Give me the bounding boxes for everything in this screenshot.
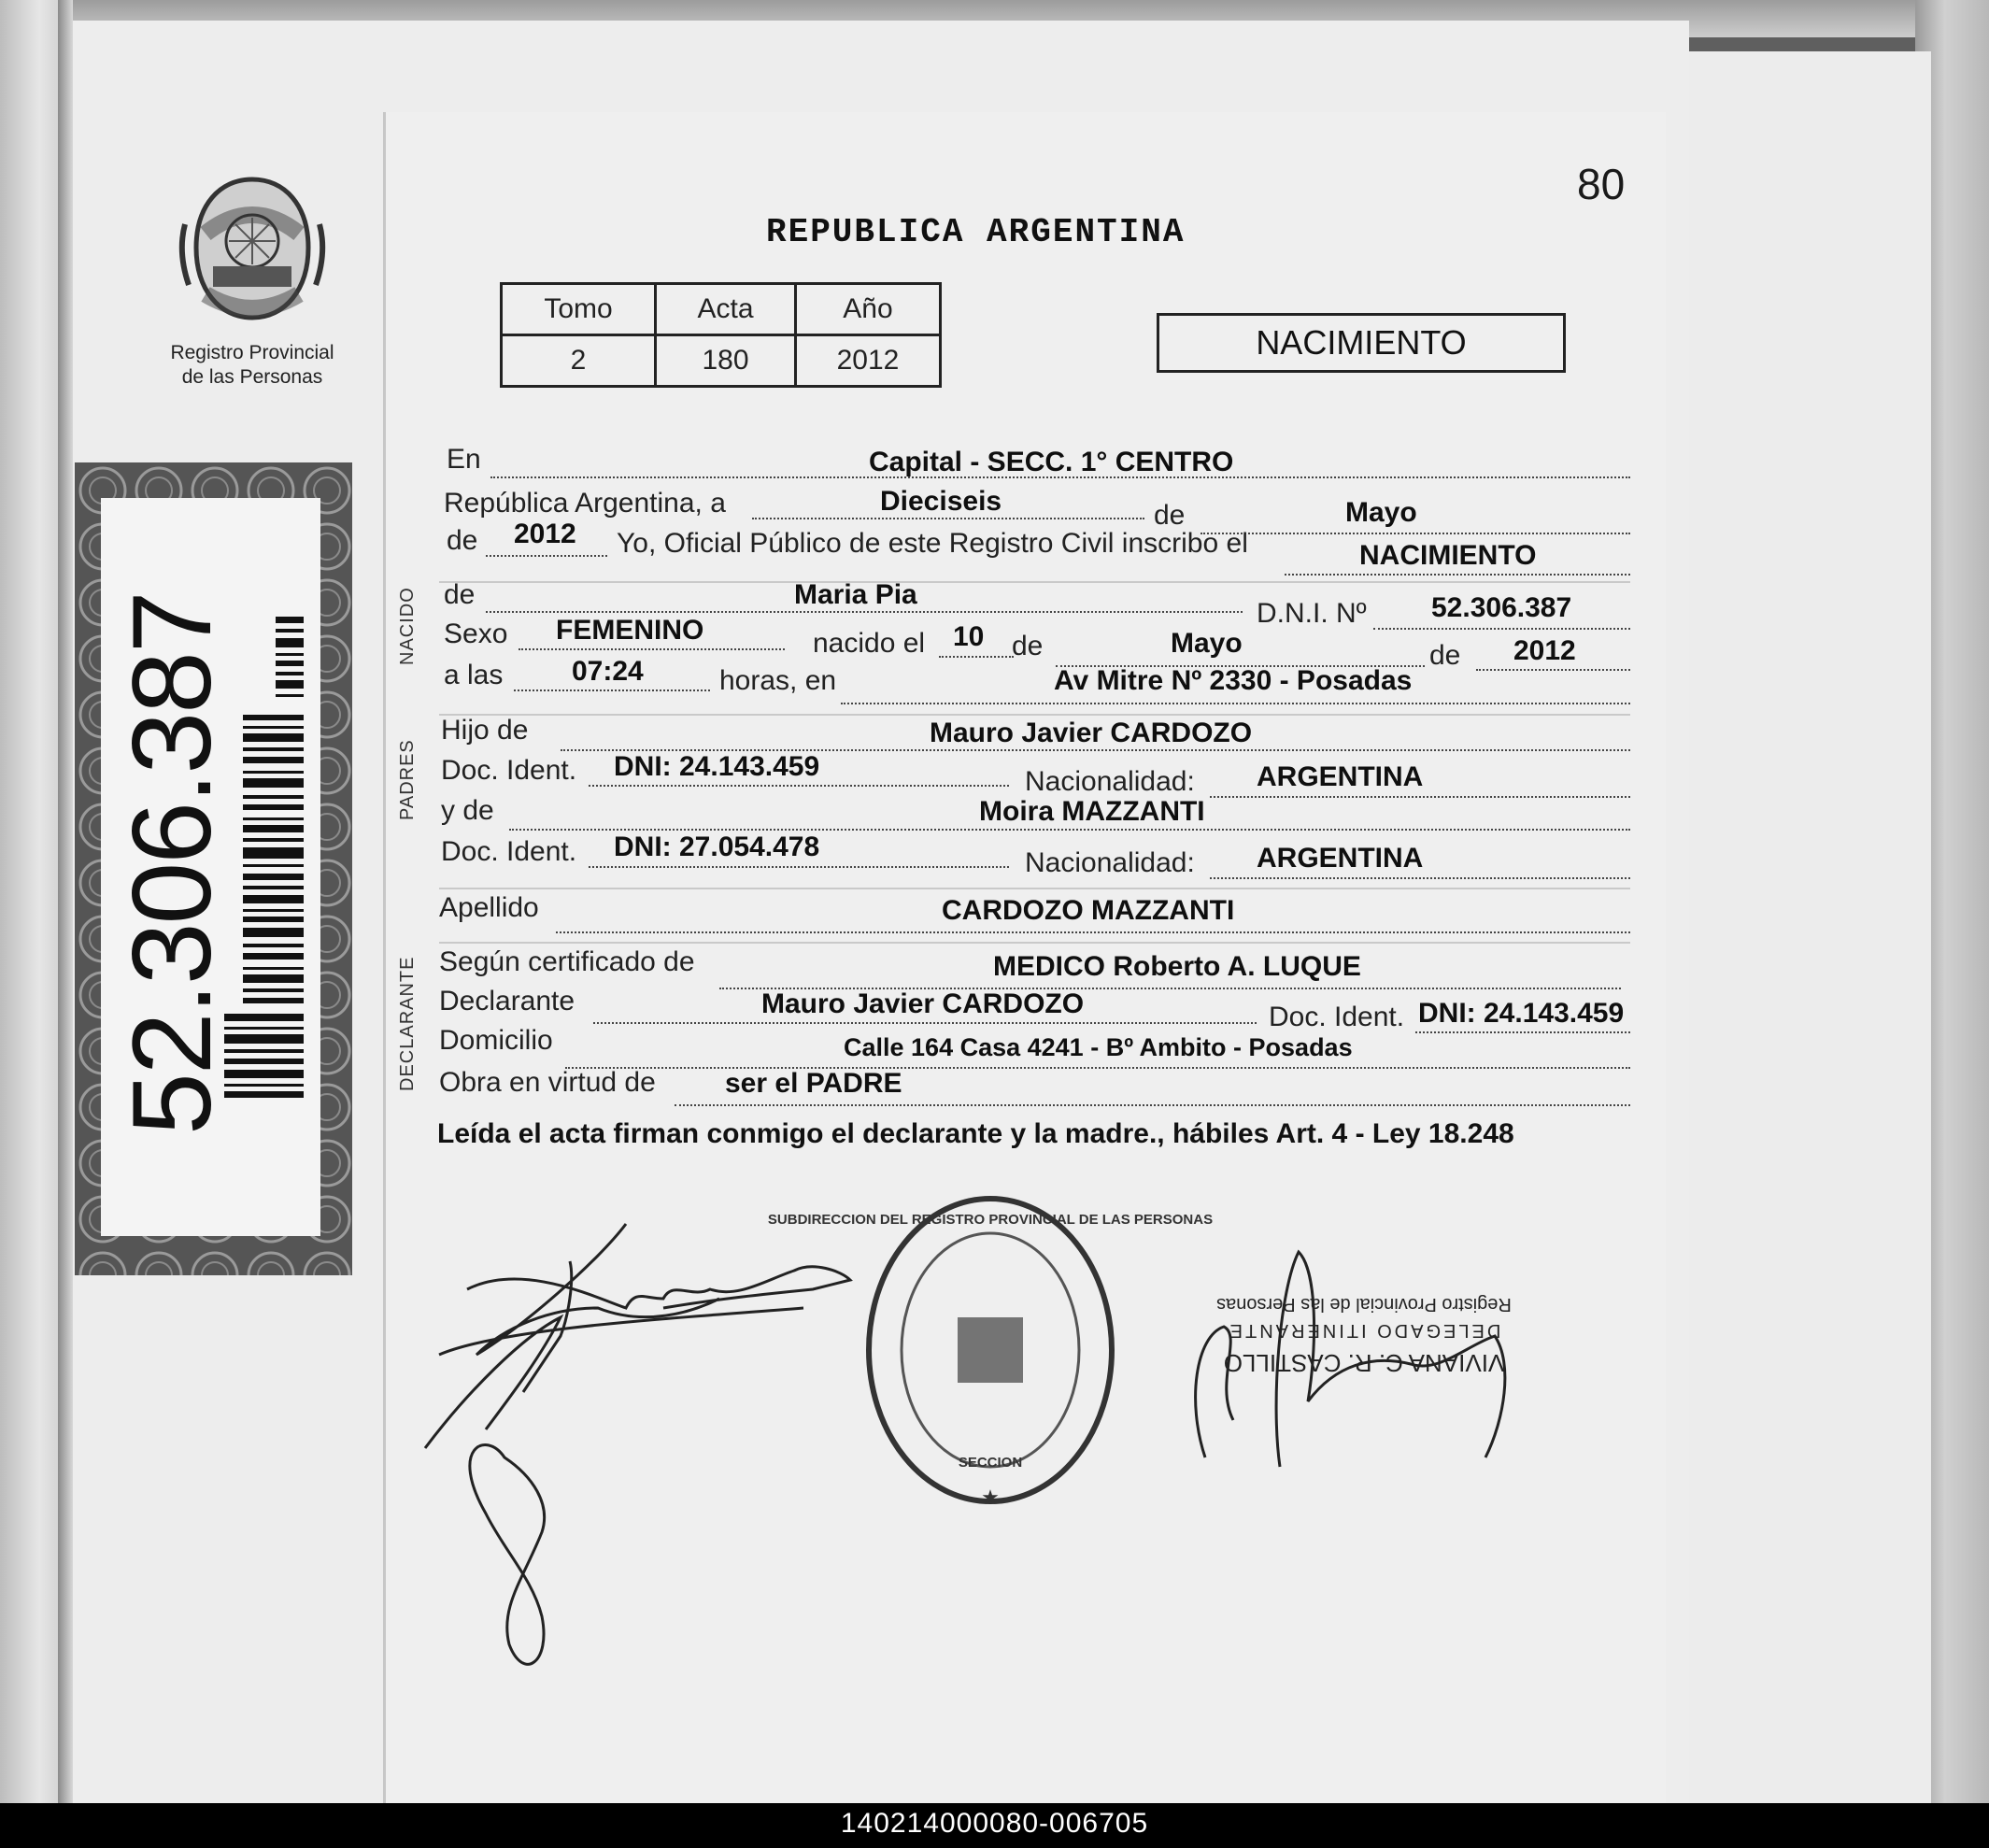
nacido-el-label: nacido el	[813, 628, 926, 659]
separator-1	[439, 581, 1630, 583]
separator-2	[439, 714, 1630, 716]
acta-header: Acta	[656, 284, 796, 335]
declarant-line	[593, 1020, 1257, 1024]
record-type-box: NACIMIENTO	[1157, 313, 1566, 373]
birth-year: 2012	[1513, 635, 1576, 666]
mother-doc-label: Doc. Ident.	[441, 836, 577, 867]
mother-nationality-label: Nacionalidad:	[1025, 847, 1195, 878]
obra-line	[675, 1102, 1630, 1106]
province-seal-logo	[178, 168, 327, 332]
hour-line	[514, 688, 710, 691]
republica-label: República Argentina, a	[444, 488, 726, 519]
country-heading: REPUBLICA ARGENTINA	[766, 213, 1186, 251]
issuer-name	[140, 341, 364, 390]
surname-line	[556, 930, 1630, 933]
round-seal	[767, 1187, 1214, 1532]
mother-nationality-line	[1210, 875, 1630, 879]
de-name-label: de	[444, 579, 476, 610]
declarant-name: Mauro Javier CARDOZO	[761, 988, 1085, 1019]
dni-value: 52.306.387	[1431, 592, 1572, 623]
ano-value: 2012	[796, 335, 941, 387]
side-label-nacido: NACIDO	[397, 587, 418, 665]
birth-day-line	[939, 654, 1014, 658]
declarant-doc-line	[1415, 1030, 1630, 1033]
place-value: Av Mitre Nº 2330 - Posadas	[1054, 665, 1413, 696]
hour-value: 07:24	[572, 656, 644, 687]
registry-header-row	[502, 284, 941, 335]
horas-en-label: horas, en	[719, 665, 837, 696]
father-doc-line	[589, 783, 1009, 787]
obra-label: Obra en virtud de	[439, 1067, 656, 1098]
sheet-behind	[1663, 51, 1931, 1803]
book-left-page	[0, 0, 65, 1803]
sexo-line	[519, 647, 785, 650]
footer-code: 140214000080-006705	[840, 1808, 1149, 1839]
apellido-label: Apellido	[439, 892, 539, 923]
tomo-value: 2	[502, 335, 656, 387]
month-line	[1201, 531, 1630, 534]
place-line	[841, 701, 1630, 704]
declarant-doc-label: Doc. Ident.	[1269, 1002, 1405, 1032]
page-number: 80	[1577, 160, 1626, 208]
round-seal-section: SECCION	[958, 1455, 1023, 1471]
seal-star-icon: ★	[981, 1486, 1000, 1510]
officer-stamp-line1: VIVIANA C. R. CASTILLO	[1223, 1349, 1505, 1377]
birth-year-line	[1476, 667, 1630, 671]
certificate-value: MEDICO Roberto A. LUQUE	[993, 951, 1361, 982]
de-birth-year-label: de	[1429, 640, 1461, 671]
registry-table	[500, 282, 942, 388]
round-seal-text: SUBDIRECCION DEL REGISTRO PROVINCIAL DE LAS PERSONAS	[767, 1212, 1214, 1228]
segun-label: Según certificado de	[439, 946, 695, 977]
registry-value-row	[502, 335, 941, 387]
a-las-label: a las	[444, 660, 504, 690]
dni-label: D.N.I. Nº	[1257, 598, 1367, 629]
de-year-label: de	[447, 525, 478, 556]
mother-doc-line	[589, 864, 1009, 868]
officer-stamp-line3: Registro Provincial de las Personas	[1216, 1294, 1512, 1315]
obra-value: ser el PADRE	[725, 1068, 902, 1099]
year-value: 2012	[514, 519, 576, 549]
acta-value: 180	[656, 335, 796, 387]
birth-day: 10	[953, 621, 985, 652]
issuer-name-line1: Registro Provincial	[170, 342, 334, 363]
side-label-padres: PADRES	[397, 739, 418, 820]
book-spine-edge	[58, 0, 73, 1803]
address-value: Calle 164 Casa 4241 - Bº Ambito - Posadas	[844, 1033, 1353, 1061]
mother-nationality: ARGENTINA	[1257, 843, 1424, 874]
side-label-declarante: DECLARANTE	[397, 956, 418, 1091]
mother-doc: DNI: 27.054.478	[614, 832, 820, 862]
de-month-label: de	[1154, 500, 1186, 531]
inscribed-line	[1285, 572, 1630, 576]
declarante-label: Declarante	[439, 986, 575, 1016]
barcode-number: 52.306.387	[109, 592, 234, 1135]
hijo-de-label: Hijo de	[441, 715, 529, 746]
en-value: Capital - SECC. 1° CENTRO	[869, 447, 1234, 477]
father-nationality-line	[1210, 794, 1630, 798]
y-de-label: y de	[441, 795, 494, 826]
father-nationality: ARGENTINA	[1257, 761, 1424, 792]
issuer-name-line2: de las Personas	[181, 366, 323, 388]
officer-stamp-line2: DELEGADO ITINERANTE	[1227, 1320, 1501, 1341]
month-value: Mayo	[1345, 497, 1417, 528]
inscribed-value: NACIMIENTO	[1359, 540, 1537, 571]
en-label: En	[447, 444, 481, 475]
domicilio-label: Domicilio	[439, 1025, 553, 1056]
declarant-signature	[411, 1205, 878, 1691]
separator-4	[439, 942, 1630, 944]
father-doc: DNI: 24.143.459	[614, 751, 820, 782]
separator-3	[439, 888, 1630, 889]
closing-statement: Leída el acta firman conmigo el declarante y la madre., hábiles Art. 4 - Ley 18.248	[437, 1118, 1514, 1149]
father-nationality-label: Nacionalidad:	[1025, 766, 1195, 797]
sexo-label: Sexo	[444, 618, 508, 649]
yo-text: Yo, Oficial Público de este Registro Civil inscribo el	[617, 528, 1248, 559]
father-doc-label: Doc. Ident.	[441, 755, 577, 786]
de-birth-month-label: de	[1012, 631, 1044, 661]
tomo-header: Tomo	[502, 284, 656, 335]
ano-header: Año	[796, 284, 941, 335]
declarant-doc: DNI: 24.143.459	[1418, 998, 1625, 1029]
day-value: Dieciseis	[880, 486, 1002, 517]
sexo-value: FEMENINO	[556, 615, 704, 646]
officer-stamp	[1186, 1233, 1532, 1486]
year-line	[486, 553, 607, 557]
surname-value: CARDOZO MAZZANTI	[942, 895, 1235, 926]
name-value: Maria Pia	[794, 579, 917, 610]
birth-month: Mayo	[1171, 628, 1243, 659]
dni-line	[1373, 626, 1630, 630]
mother-name: Moira MAZZANTI	[979, 796, 1205, 827]
father-name: Mauro Javier CARDOZO	[930, 718, 1253, 748]
